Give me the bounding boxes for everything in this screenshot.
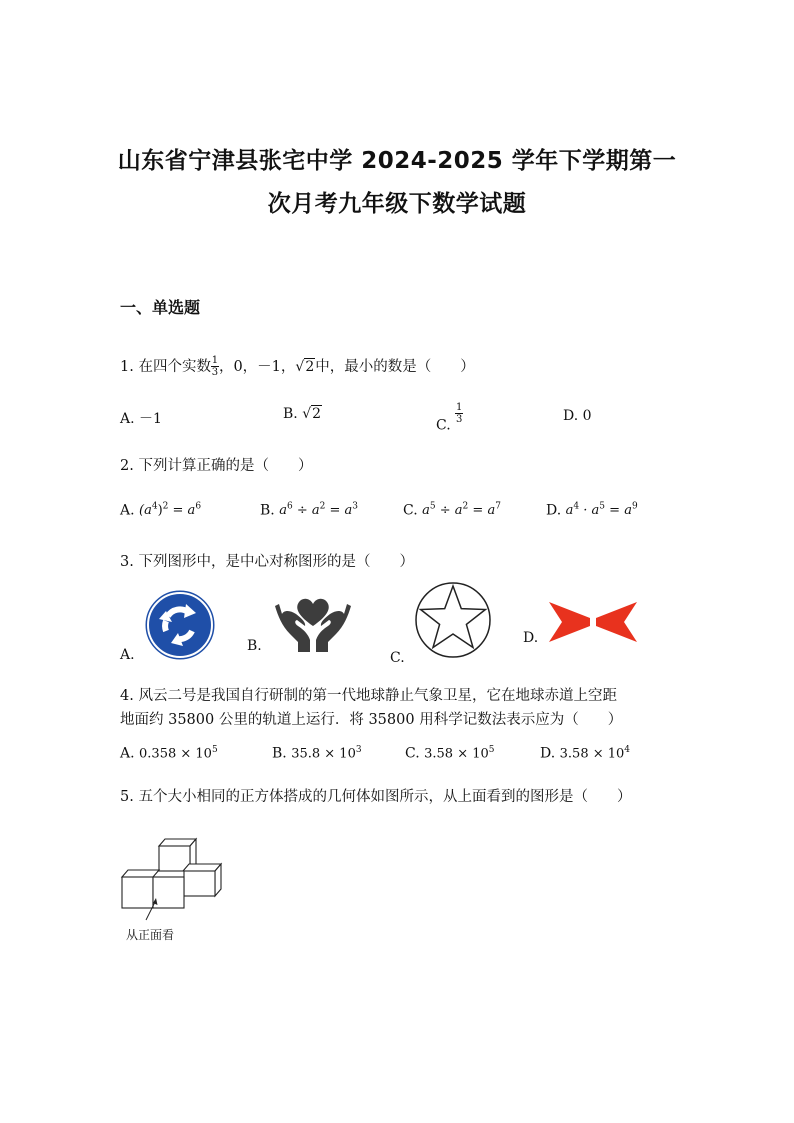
question-3: 3. 下列图形中，是中心对称图形的是（ ） [120,554,414,570]
question-4-line1: 4. 风云二号是我国自行研制的第一代地球静止气象卫星，它在地球赤道上空距 [120,688,617,704]
q2-option-d[interactable]: D. $a^4 \cdot a^5 = a^9$ [546,502,638,519]
q1-option-b[interactable]: B. √2 [283,406,322,422]
star-in-circle-icon[interactable] [414,581,492,659]
question-4-line2: 地面约 35800 公里的轨道上运行．将 35800 用科学记数法表示应为（ ） [120,712,623,728]
q4-option-a[interactable]: A. $0.358 \times 10^5$ [120,745,218,762]
figure-caption: 从正面看 [126,928,175,942]
roundabout-sign-icon[interactable] [144,589,216,661]
q1-sqrt: √2 [295,359,315,375]
cube-stack-figure [118,832,228,926]
q1-suffix: 中，最小的数是（ ） [315,359,475,375]
q1-mid: ，0，－1， [218,359,296,375]
q2-option-b[interactable]: B. $a^6 \div a^2 = a^3$ [260,502,359,519]
page-title-line2: 次月考九年级下数学试题 [267,191,527,217]
heart-hands-icon[interactable] [270,592,356,652]
q2-option-a[interactable]: A. $(a^4)^2 = a^6$ [120,502,202,519]
q3-option-c-label[interactable]: C. [390,650,405,666]
q2-option-c[interactable]: C. $a^5 \div a^2 = a^7$ [403,502,501,519]
q1-fraction: $\frac{1}{3}$ [211,355,219,378]
question-5: 5. 五个大小相同的正方体搭成的几何体如图所示，从上面看到的图形是（ ） [120,789,632,805]
q1-option-d[interactable]: D. 0 [563,408,592,424]
q4-option-d[interactable]: D. $3.58 \times 10^4$ [540,745,631,762]
q3-option-b-label[interactable]: B. [247,638,262,654]
q1-prefix: 1. 在四个实数 [120,359,211,375]
q4-option-c[interactable]: C. $3.58 \times 10^5$ [405,745,495,762]
question-1 [120,355,475,378]
q4-option-b[interactable]: B. $35.8 \times 10^3$ [272,745,362,762]
q3-option-d-label[interactable]: D. [523,630,539,646]
section-heading: 一、单选题 [120,298,201,317]
q1-option-c[interactable]: C. $\frac{1}{3}$ [436,402,463,434]
bowtie-shape-icon[interactable] [548,601,638,643]
q1-option-a[interactable]: A. －1 [120,411,162,427]
page-title: 山东省宁津县张宅中学 2024-2025 学年下学期第一 [117,148,677,174]
q3-option-a-label[interactable]: A. [120,647,135,663]
question-2: 2. 下列计算正确的是（ ） [120,458,313,474]
